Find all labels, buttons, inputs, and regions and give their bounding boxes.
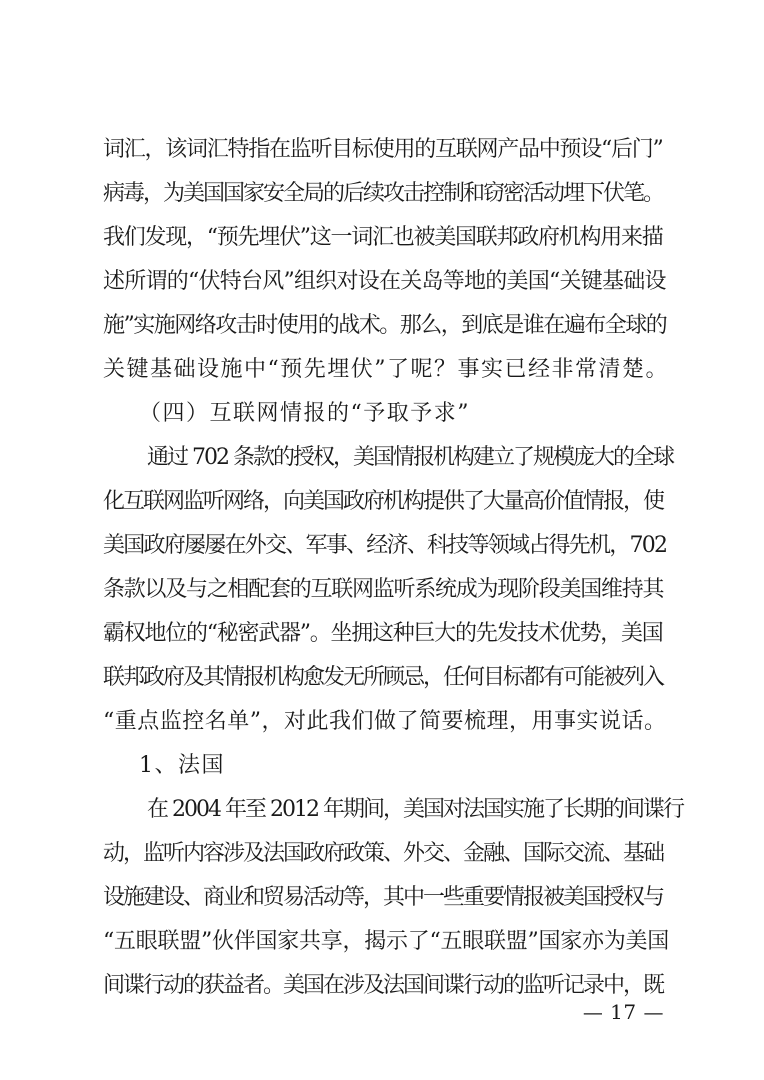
paragraph-first-line: 通过 702 条款的授权，美国情报机构建立了规模庞大的全球 bbox=[147, 445, 673, 470]
text-line: 联邦政府及其情报机构愈发无所顾忌，任何目标都有可能被列入 bbox=[103, 665, 664, 690]
text-line: “重点监控名单”，对此我们做了简要梳理，用事实说话。 bbox=[103, 709, 667, 734]
text-line: 关键基础设施中“预先埋伏”了呢？事实已经非常清楚。 bbox=[103, 357, 669, 382]
paragraph-first-line: 在 2004 年至 2012 年期间，美国对法国实施了长期的间谍行 bbox=[147, 797, 683, 822]
text-line: 化互联网监听网络，向美国政府机构提供了大量高价值情报，使 bbox=[103, 489, 664, 514]
text-line: 间谍行动的获益者。美国在涉及法国间谍行动的监听记录中，既 bbox=[103, 973, 664, 998]
text-line: 词汇，该词汇特指在监听目标使用的互联网产品中预设“后门” bbox=[103, 137, 663, 162]
text-line: “五眼联盟”伙伴国家共享，揭示了“五眼联盟”国家亦为美国 bbox=[103, 929, 669, 954]
text-line: 我们发现，“预先埋伏”这一词汇也被美国联邦政府机构用来描 bbox=[103, 225, 663, 250]
text-line: 设施建设、商业和贸易活动等，其中一些重要情报被美国授权与 bbox=[103, 885, 664, 910]
text-line: 述所谓的“伏特台风”组织对设在关岛等地的美国“关键基础设 bbox=[103, 269, 666, 294]
text-line: 施”实施网络攻击时使用的战术。那么，到底是谁在遍布全球的 bbox=[103, 313, 667, 338]
text-line: 霸权地位的“秘密武器”。坐拥这种巨大的先发技术优势，美国 bbox=[103, 621, 663, 646]
section-heading: （四）互联网情报的“予取予求” bbox=[139, 401, 470, 426]
text-line: 病毒，为美国国家安全局的后续攻击控制和窃密活动埋下伏笔。 bbox=[103, 181, 664, 206]
body-text bbox=[103, 128, 683, 1008]
subsection-heading: 1、法国 bbox=[139, 753, 225, 778]
text-line: 美国政府屡屡在外交、军事、经济、科技等领域占得先机，702 bbox=[103, 533, 667, 558]
text-line: 动，监听内容涉及法国政府政策、外交、金融、国际交流、基础 bbox=[103, 841, 664, 866]
text-line: 条款以及与之相配套的互联网监听系统成为现阶段美国维持其 bbox=[103, 577, 664, 602]
page-number: — 17 — bbox=[582, 1000, 664, 1024]
